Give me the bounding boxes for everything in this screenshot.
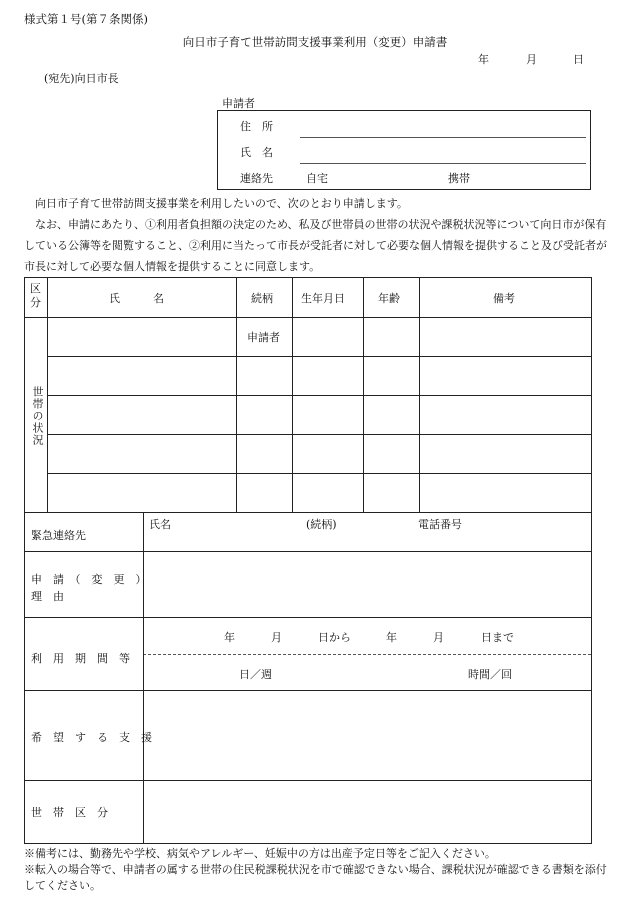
applicant-box: [217, 110, 591, 190]
addressee: (宛先)向日市長: [44, 72, 119, 85]
emergency-contact-label: 緊急連絡先: [31, 529, 86, 542]
header-age: 年齢: [378, 292, 400, 305]
household-type-label: 世 帯 区 分: [31, 806, 108, 819]
application-statement: 向日市子育て世帯訪問支援事業を利用したいので、次のとおり申請します。: [35, 197, 408, 210]
desired-support-label: 希 望 す る 支 援: [31, 731, 152, 744]
period-start-month: 月: [271, 631, 282, 644]
address-field[interactable]: [300, 137, 586, 138]
period-label: 利 用 期 間 等: [31, 652, 130, 665]
applicant-relation: 申請者: [247, 331, 280, 344]
period-end-month: 月: [433, 631, 444, 644]
emergency-name-label: 氏名: [149, 518, 171, 531]
hours-per-visit: 時間／回: [468, 668, 512, 681]
reason-label-line1: 申 請 （ 変 更 ）: [31, 573, 147, 586]
period-start-year: 年: [224, 631, 235, 644]
period-from: 日から: [318, 631, 351, 644]
date-year: 年: [478, 53, 489, 66]
reason-label-line2: 理 由: [31, 590, 64, 603]
date-month: 月: [526, 53, 537, 66]
date-day: 日: [573, 53, 584, 66]
form-number: 様式第１号(第７条関係): [24, 12, 148, 26]
contact-label: 連絡先: [240, 172, 273, 185]
note-transfer: ※転入の場合等で、申請者の属する世帯の住民税課税状況を市で確認できない場合、課税状況が確認できる書類を添付してください。: [24, 863, 607, 892]
period-end-year: 年: [386, 631, 397, 644]
header-category: 区分: [30, 282, 41, 309]
period-until: 日まで: [481, 631, 514, 644]
emergency-relation-label: (続柄): [306, 518, 337, 531]
emergency-phone-label: 電話番号: [418, 518, 462, 531]
applicant-label: 申請者: [222, 97, 255, 110]
home-phone-label: 自宅: [306, 172, 328, 185]
header-birthdate: 生年月日: [301, 292, 345, 305]
days-per-week: 日／週: [239, 668, 272, 681]
mobile-phone-label: 携帯: [448, 172, 470, 185]
address-label: 住 所: [240, 120, 273, 133]
note-remarks: ※備考には、勤務先や学校、病気やアレルギー、妊娠中の方は出産予定日等をご記入ください。: [24, 847, 496, 860]
form-title: 向日市子育て世帯訪問支援事業利用（変更）申請書: [182, 35, 448, 49]
application-table: [24, 277, 592, 844]
consent-statement: なお、申請にあたり、①利用者負担額の決定のため、私及び世帯員の世帯の状況や課税状況等について向日市が保有している公簿等を閲覧すること、②利用に当たって市長が受託者に対して必要な個人情報を提供すること及び受託者が市長に対して必要な個人情報を提供することに同意します。: [24, 218, 607, 273]
name-field[interactable]: [300, 163, 586, 164]
household-status-label: 世帯の状況: [31, 386, 44, 446]
header-name: 氏 名: [109, 292, 164, 305]
name-label: 氏 名: [240, 146, 273, 159]
header-remarks: 備考: [493, 292, 515, 305]
header-relation: 続柄: [251, 292, 273, 305]
